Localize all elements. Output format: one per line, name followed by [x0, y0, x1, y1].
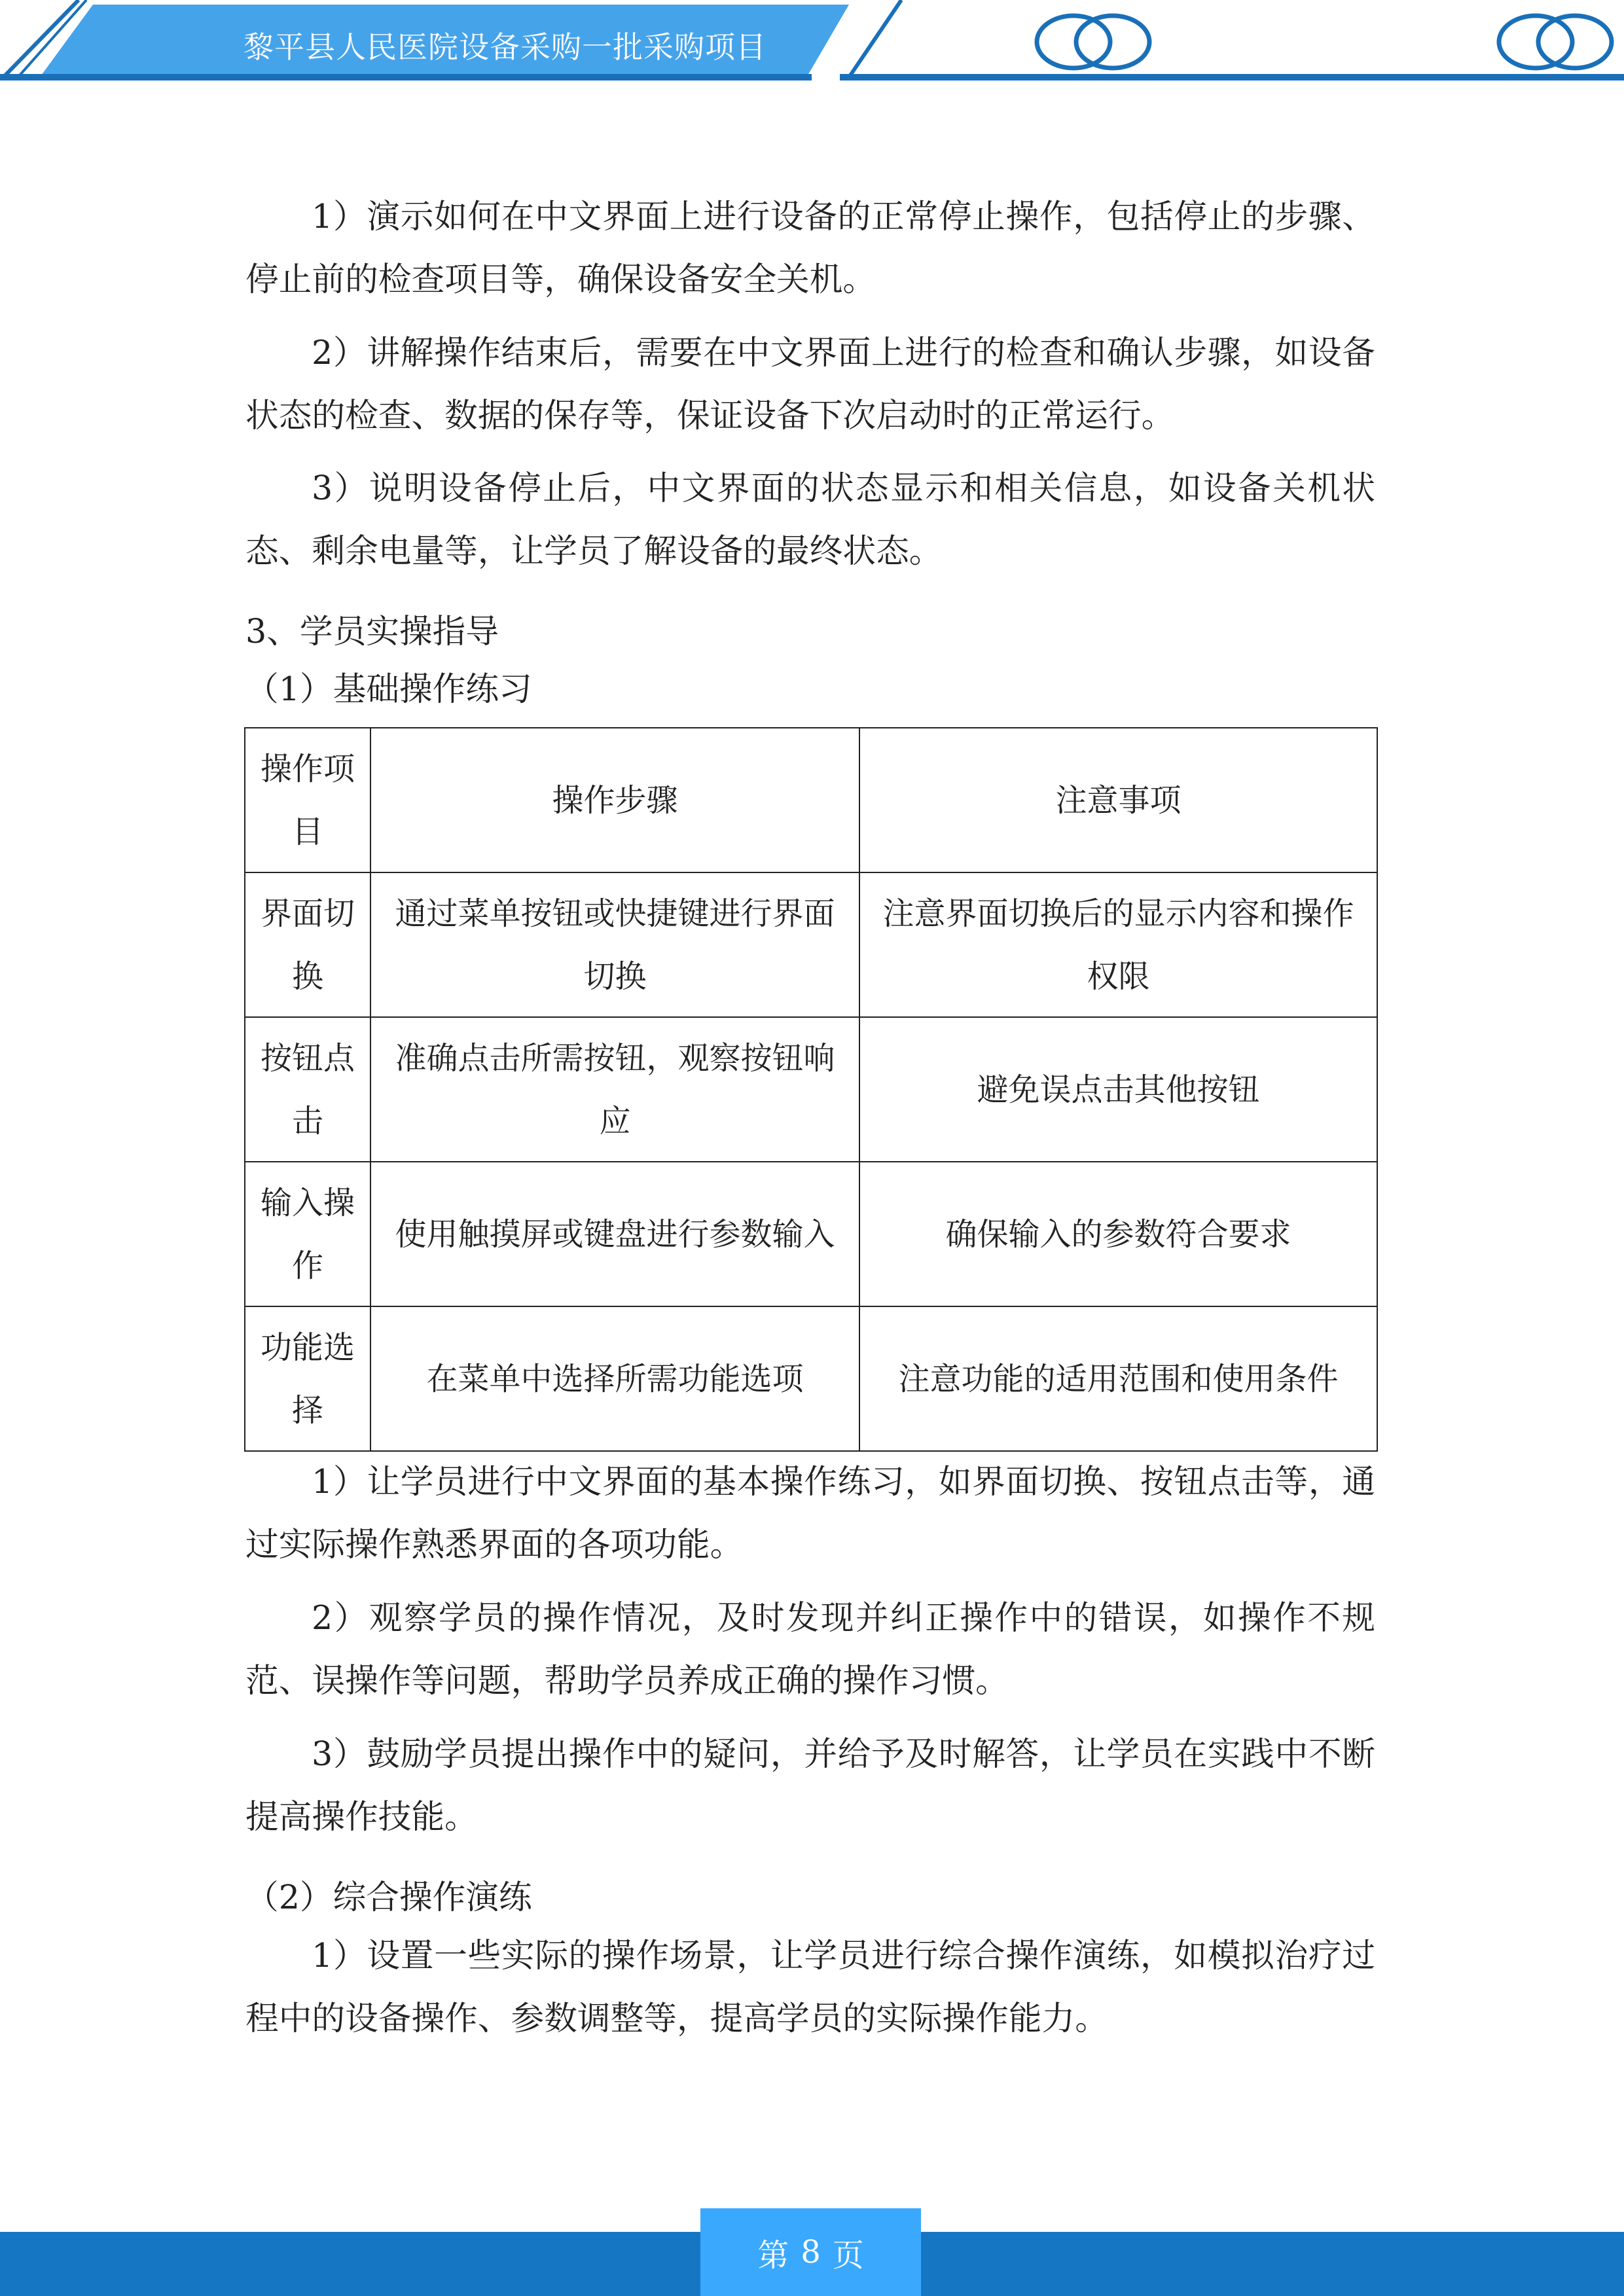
table-cell: 注意功能的适用范围和使用条件: [859, 1306, 1377, 1451]
table-cell: 功能选择: [245, 1306, 370, 1451]
header-cell: 注意事项: [859, 728, 1377, 872]
paragraph: 3）说明设备停止后，中文界面的状态显示和相关信息，如设备关机状态、剩余电量等，让学员了解设备的最终状态。: [245, 469, 1375, 570]
page-header: [0, 0, 1624, 85]
paragraph: 1）让学员进行中文界面的基本操作练习，如界面切换、按钮点击等，通过实际操作熟悉界面的各项功能。: [245, 1462, 1375, 1564]
table-cell: 通过菜单按钮或快捷键进行界面切换: [370, 872, 859, 1017]
table-header-row: [245, 728, 1377, 872]
operation-table: [244, 727, 1378, 1452]
table-row: [245, 1162, 1377, 1306]
table-cell: 避免误点击其他按钮: [859, 1017, 1377, 1162]
page-number: [700, 2208, 921, 2296]
table-row: [245, 872, 1377, 1017]
paragraph: 3）鼓励学员提出操作中的疑问，并给予及时解答，让学员在实践中不断提高操作技能。: [245, 1734, 1375, 1836]
table-cell: 使用触摸屏或键盘进行参数输入: [370, 1162, 859, 1306]
table-cell: 在菜单中选择所需功能选项: [370, 1306, 859, 1451]
sub-heading: （2）综合操作演练: [245, 1878, 532, 1916]
paragraph: 1）演示如何在中文界面上进行设备的正常停止操作，包括停止的步骤、停止前的检查项目等，确保设备安全关机。: [245, 197, 1375, 298]
table-row: [245, 1306, 1377, 1451]
page-value: 8: [801, 2234, 821, 2270]
header-cell: 操作步骤: [370, 728, 859, 872]
table-cell: 准确点击所需按钮，观察按钮响应: [370, 1017, 859, 1162]
section-heading: 3、学员实操指导: [245, 612, 499, 651]
header-cell: 操作项目: [245, 728, 370, 872]
table-cell: 确保输入的参数符合要求: [859, 1162, 1377, 1306]
table-cell: 输入操作: [245, 1162, 370, 1306]
page-prefix: 第: [757, 2236, 789, 2274]
paragraph: 2）讲解操作结束后，需要在中文界面上进行的检查和确认步骤，如设备状态的检查、数据的保存等，保证设备下次启动时的正常运行。: [245, 333, 1375, 435]
header-title: 黎平县人民医院设备采购一批采购项目: [244, 29, 767, 65]
table-cell: 按钮点击: [245, 1017, 370, 1162]
table-cell: 注意界面切换后的显示内容和操作权限: [859, 872, 1377, 1017]
paragraph: 2）观察学员的操作情况，及时发现并纠正操作中的错误，如操作不规范、误操作等问题，帮助学员养成正确的操作习惯。: [245, 1598, 1375, 1700]
rings-icon: [1037, 16, 1612, 68]
page-suffix: 页: [832, 2236, 864, 2274]
table-row: [245, 1017, 1377, 1162]
table-cell: 界面切换: [245, 872, 370, 1017]
paragraph: 1）设置一些实际的操作场景，让学员进行综合操作演练，如模拟治疗过程中的设备操作、参数调整等，提高学员的实际操作能力。: [245, 1936, 1375, 2037]
sub-heading: （1）基础操作练习: [245, 670, 532, 708]
